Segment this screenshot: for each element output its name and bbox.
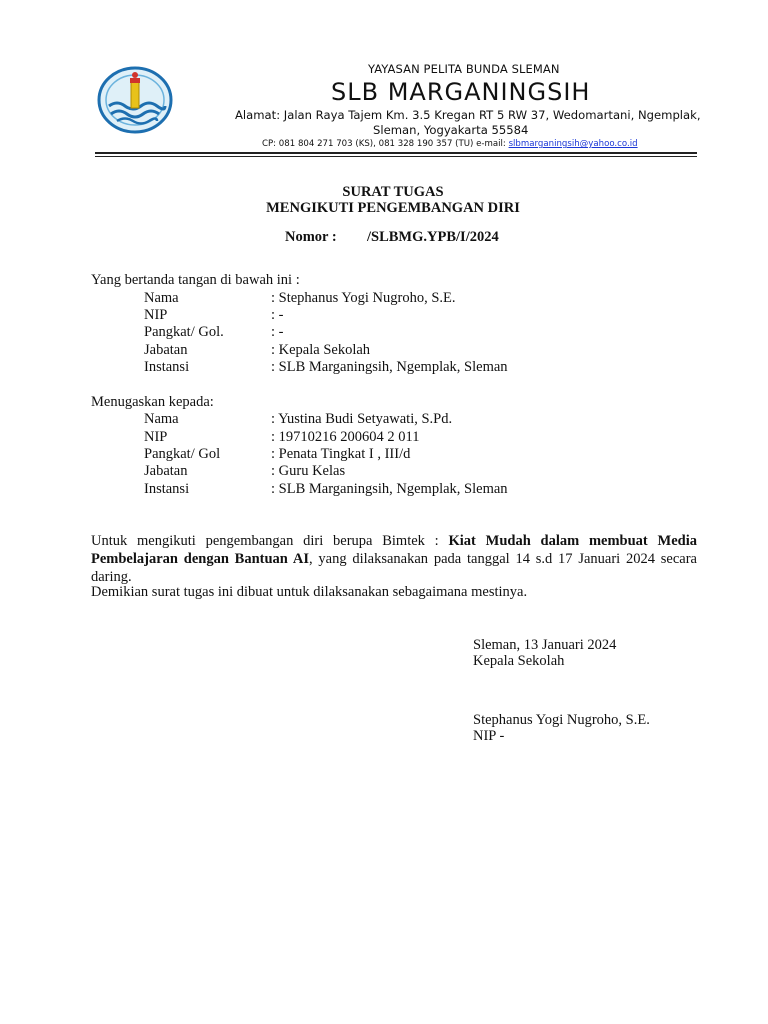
signer-position-label: Jabatan: [144, 342, 188, 358]
signer-position-value: : Kepala Sekolah: [271, 342, 371, 358]
signer-name-value: : Stephanus Yogi Nugroho, S.E.: [271, 290, 456, 306]
purpose-paragraph: [91, 532, 697, 586]
signer-nip: NIP -: [473, 728, 505, 744]
signer-nip-value: : -: [271, 307, 284, 323]
nomor-label: Nomor :: [285, 229, 337, 245]
assignee-position-label: Jabatan: [144, 463, 188, 479]
assignee-nip-label: NIP: [144, 429, 168, 445]
school-name: SLB MARGANINGSIH: [331, 78, 591, 106]
foundation-name: YAYASAN PELITA BUNDA SLEMAN: [368, 62, 560, 76]
signer-institution-label: Instansi: [144, 359, 190, 375]
closing-sentence: Demikian surat tugas ini dibuat untuk dilaksanakan sebagaimana mestinya.: [91, 584, 528, 600]
contact-line: [262, 139, 638, 149]
email-link[interactable]: slbmarganingsih@yahoo.co.id: [508, 139, 638, 149]
signer-name: Stephanus Yogi Nugroho, S.E.: [473, 712, 650, 728]
signer-rank-label: Pangkat/ Gol.: [144, 324, 224, 340]
place-date: Sleman, 13 Januari 2024: [473, 637, 617, 653]
signer-name-label: Nama: [144, 290, 179, 306]
assignee-intro: Menugaskan kepada:: [91, 394, 214, 410]
contact-text: CP: 081 804 271 703 (KS), 081 328 190 357 (TU) e-mail:: [262, 139, 509, 149]
address-line-2: Sleman, Yogyakarta 55584: [373, 123, 529, 137]
assignee-name-label: Nama: [144, 411, 179, 427]
signer-intro: Yang bertanda tangan di bawah ini :: [91, 272, 300, 288]
header-divider-thin: [95, 156, 697, 157]
signer-institution-value: : SLB Marganingsih, Ngemplak, Sleman: [271, 359, 508, 375]
assignee-institution-label: Instansi: [144, 481, 190, 497]
school-logo-icon: [97, 66, 173, 134]
assignee-position-value: : Guru Kelas: [271, 463, 346, 479]
assignee-name-value: : Yustina Budi Setyawati, S.Pd.: [271, 411, 453, 427]
assignee-rank-value: : Penata Tingkat I , III/d: [271, 446, 411, 462]
purpose-text-end: , yang dilaksanakan pada tanggal 14 s.d 17 Januari 2024 secara daring.: [91, 551, 697, 585]
letter-title: SURAT TUGAS: [342, 184, 444, 200]
address-line-1: Alamat: Jalan Raya Tajem Km. 3.5 Kregan RT 5 RW 37, Wedomartani, Ngemplak,: [235, 108, 701, 122]
purpose-text-start: Untuk mengikuti pengembangan diri berupa Bimtek :: [91, 533, 449, 549]
signer-rank-value: : -: [271, 324, 284, 340]
signature-position: Kepala Sekolah: [473, 653, 565, 669]
letter-subtitle: MENGIKUTI PENGEMBANGAN DIRI: [266, 200, 520, 216]
assignee-nip-value: : 19710216 200604 2 011: [271, 429, 420, 445]
nomor-value: /SLBMG.YPB/I/2024: [367, 229, 499, 245]
assignee-institution-value: : SLB Marganingsih, Ngemplak, Sleman: [271, 481, 508, 497]
signer-nip-label: NIP: [144, 307, 168, 323]
assignee-rank-label: Pangkat/ Gol: [144, 446, 221, 462]
header-divider-thick: [95, 152, 697, 154]
training-title: Kiat Mudah dalam membuat Media Pembelajaran dengan Bantuan AI: [91, 533, 697, 567]
